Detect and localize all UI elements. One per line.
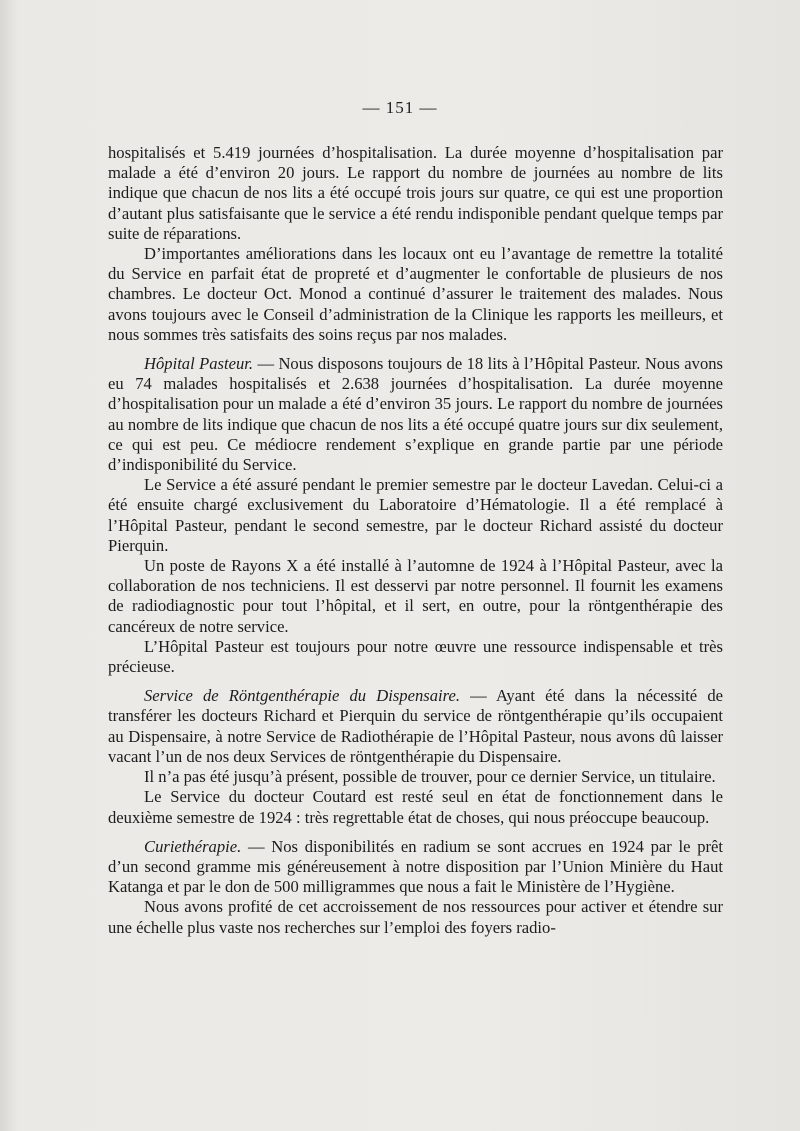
- paragraph: Un poste de Rayons X a été installé à l’automne de 1924 à l’Hôpital Pasteur, avec la collaboration de nos techniciens. Il est desservi par notre personnel. Il fournit les examens de radiodiagnostic pour tout l’hôpital, et il sert, en outre, pour la röntgenthérapie des cancéreux de notre service.: [108, 556, 723, 636]
- section-paragraph: [108, 686, 723, 767]
- paragraph: L’Hôpital Pasteur est toujours pour notre œuvre une ressource indispensable et très précieuse.: [108, 636, 723, 677]
- paragraph: Il n’a pas été jusqu’à présent, possible de trouver, pour ce dernier Service, un titulaire.: [144, 767, 716, 787]
- section-heading: Curiethérapie.: [144, 836, 242, 856]
- section-heading: Service de Röntgenthérapie du Dispensaire.: [144, 686, 460, 706]
- paragraph: hospitalisés et 5.419 journées d’hospitalisation. La durée moyenne d’hospitalisation par malade a été d’environ 20 jours. Le rapport du nombre de journées au nombre de lits indique que chacun de nos lits a été occupé trois jours sur quatre, ce qui est une proportion d’autant plus satisfaisante que le service a été rendu indisponible pendant quelque temps par suite de réparations.: [108, 143, 723, 243]
- section-paragraph: [108, 837, 723, 898]
- body-text: [108, 143, 723, 938]
- paragraph: Le Service a été assuré pendant le premier semestre par le docteur Lavedan. Celui-ci a été ensuite chargé exclusivement du Laboratoire d’Hématologie. Il a été remplacé à l’Hôpital Pasteur, pendant le second semestre, par le docteur Richard assisté du docteur Pierquin.: [108, 475, 723, 555]
- page-number: — 151 —: [362, 98, 438, 117]
- paragraph: Le Service du docteur Coutard est resté seul en état de fonctionnement dans le deuxième semestre de 1924 : très regrettable état de choses, qui nous préoccupe beaucoup.: [108, 787, 723, 827]
- paragraph: Nous avons profité de cet accroissement de nos ressources pour activer et étendre sur une échelle plus vaste nos recherches sur l’emploi des foyers radio-: [108, 897, 723, 937]
- paragraph: D’importantes améliorations dans les locaux ont eu l’avantage de remettre la totalité du Service en parfait état de propreté et d’augmenter le confortable de plusieurs de nos chambres. Le docteur Oct. Monod a continué d’assurer le traitement des malades. Nous avons toujours avec le Conseil d’administration de la Clinique les rapports les meilleurs, et nous sommes très satisfaits des soins reçus par nos malades.: [108, 244, 723, 344]
- paragraph-text: — Nos disponibilités en radium se sont accrues en 1924 par le prêt d’un second gramme mis généreusement à notre disposition par l’Union Minière du Haut Katanga et par le don de 500 milligrammes que nous a fait le Ministère de l’Hygiène.: [108, 836, 723, 897]
- paragraph-text: — Ayant été dans la nécessité de transférer les docteurs Richard et Pierquin du service de röntgenthérapie qu’ils occupaient au Dispensaire, à notre Service de Radiothérapie de l’Hôpital Pasteur, nous avons dû laisser vacant l’un de nos deux Services de röntgenthérapie du Dispensaire.: [108, 686, 723, 766]
- section-heading: Hôpital Pasteur.: [144, 354, 254, 374]
- paragraph-text: — Nous disposons toujours de 18 lits à l’Hôpital Pasteur. Nous avons eu 74 malades hospitalisés et 2.638 journées d’hospitalisation. La durée moyenne d’hospitalisation pour un malade a été d’environ 35 jours. Le rapport du nombre de journées au nombre de lits indique que chacun de nos lits a été occupé quatre jours sur dix seulement, ce qui est peu. Ce médiocre rendement s’explique en grande partie par une période d’indisponibilité du Service.: [108, 354, 723, 475]
- section-paragraph: [108, 354, 723, 475]
